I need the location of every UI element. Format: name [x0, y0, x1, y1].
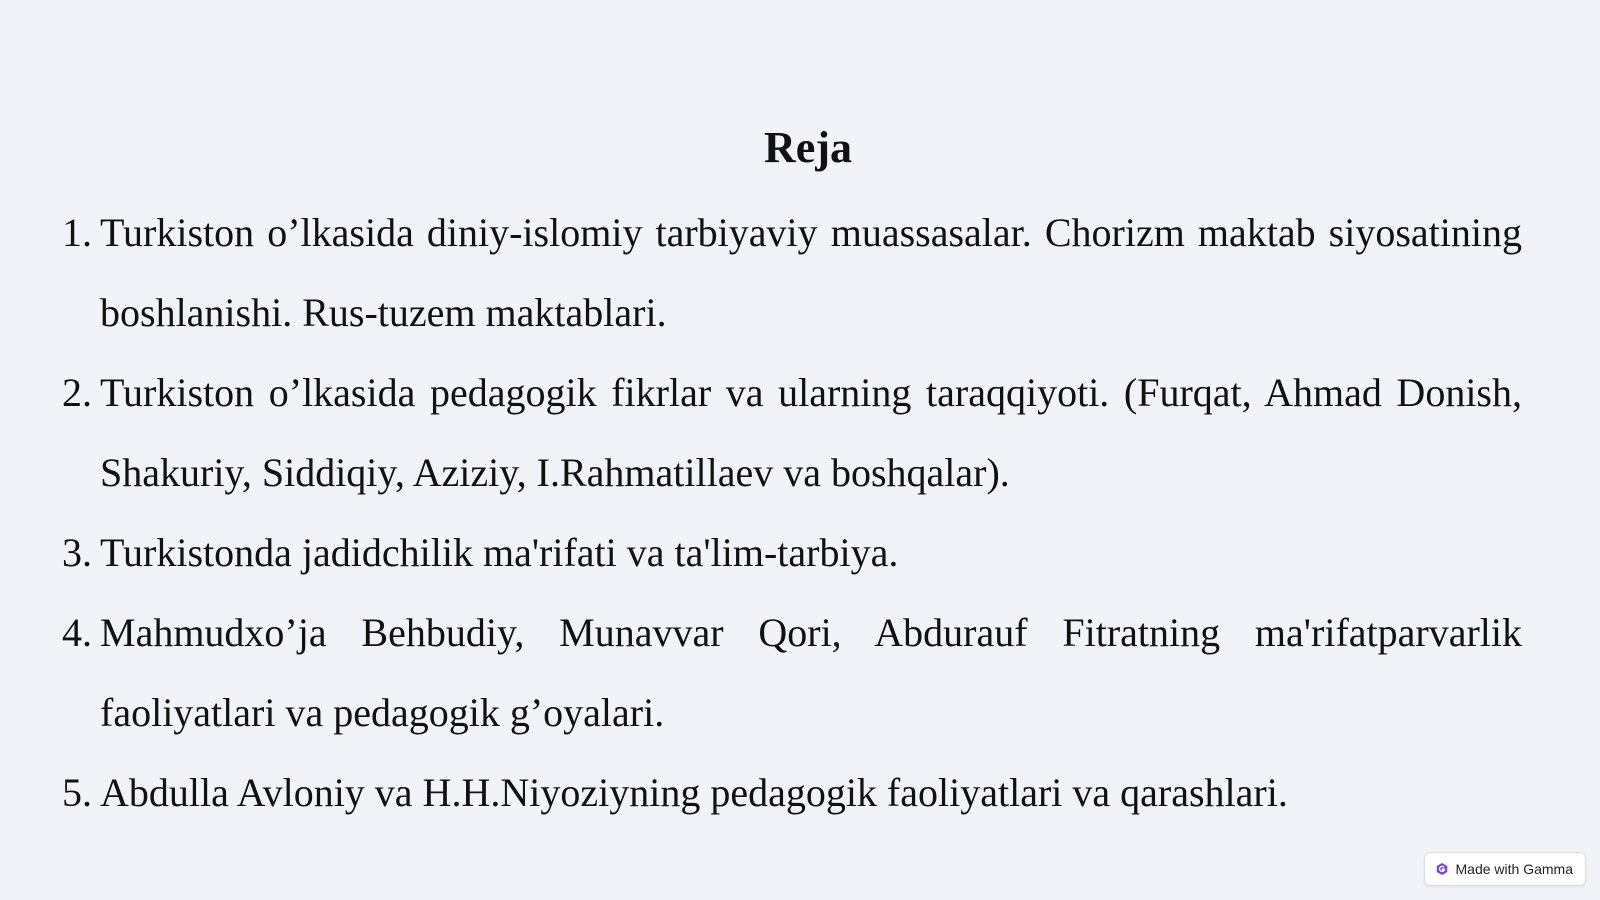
item-text: Turkiston o’lkasida pedagogik fikrlar va ularning taraqqiyoti. (Furqat, Ahmad Donish, Shakuriy, Siddiqiy, Aziziy, I.Rahmatillaev va boshqalar). — [100, 370, 1522, 495]
item-text: Abdulla Avloniy va H.H.Niyoziyning pedagogik faoliyatlari va qarashlari. — [100, 770, 1288, 815]
plan-item-5 — [62, 753, 1522, 833]
gamma-logo-icon — [1435, 862, 1449, 876]
item-text: Turkistonda jadidchilik ma'rifati va ta'lim-tarbiya. — [100, 530, 899, 575]
item-number: 2. — [62, 370, 92, 415]
plan-list — [62, 193, 1522, 833]
item-number: 1. — [62, 210, 92, 255]
item-text: Mahmudxo’ja Behbudiy, Munavvar Qori, Abdurauf Fitratning ma'rifatparvarlik faoliyatlari va pedagogik g’oyalari. — [100, 610, 1522, 735]
item-number: 4. — [62, 610, 92, 655]
plan-item-2 — [62, 353, 1522, 513]
item-number: 3. — [62, 530, 92, 575]
item-number: 5. — [62, 770, 92, 815]
plan-item-1 — [62, 193, 1522, 353]
plan-item-3 — [62, 513, 1522, 593]
item-text: Turkiston o’lkasida diniy-islomiy tarbiyaviy muassasalar. Chorizm maktab siyosatining boshlanishi. Rus-tuzem maktablari. — [100, 210, 1522, 335]
made-with-gamma-badge[interactable] — [1424, 852, 1586, 886]
plan-item-4 — [62, 593, 1522, 753]
badge-label: Made with Gamma — [1455, 861, 1573, 877]
slide-title: Reja — [764, 123, 852, 172]
